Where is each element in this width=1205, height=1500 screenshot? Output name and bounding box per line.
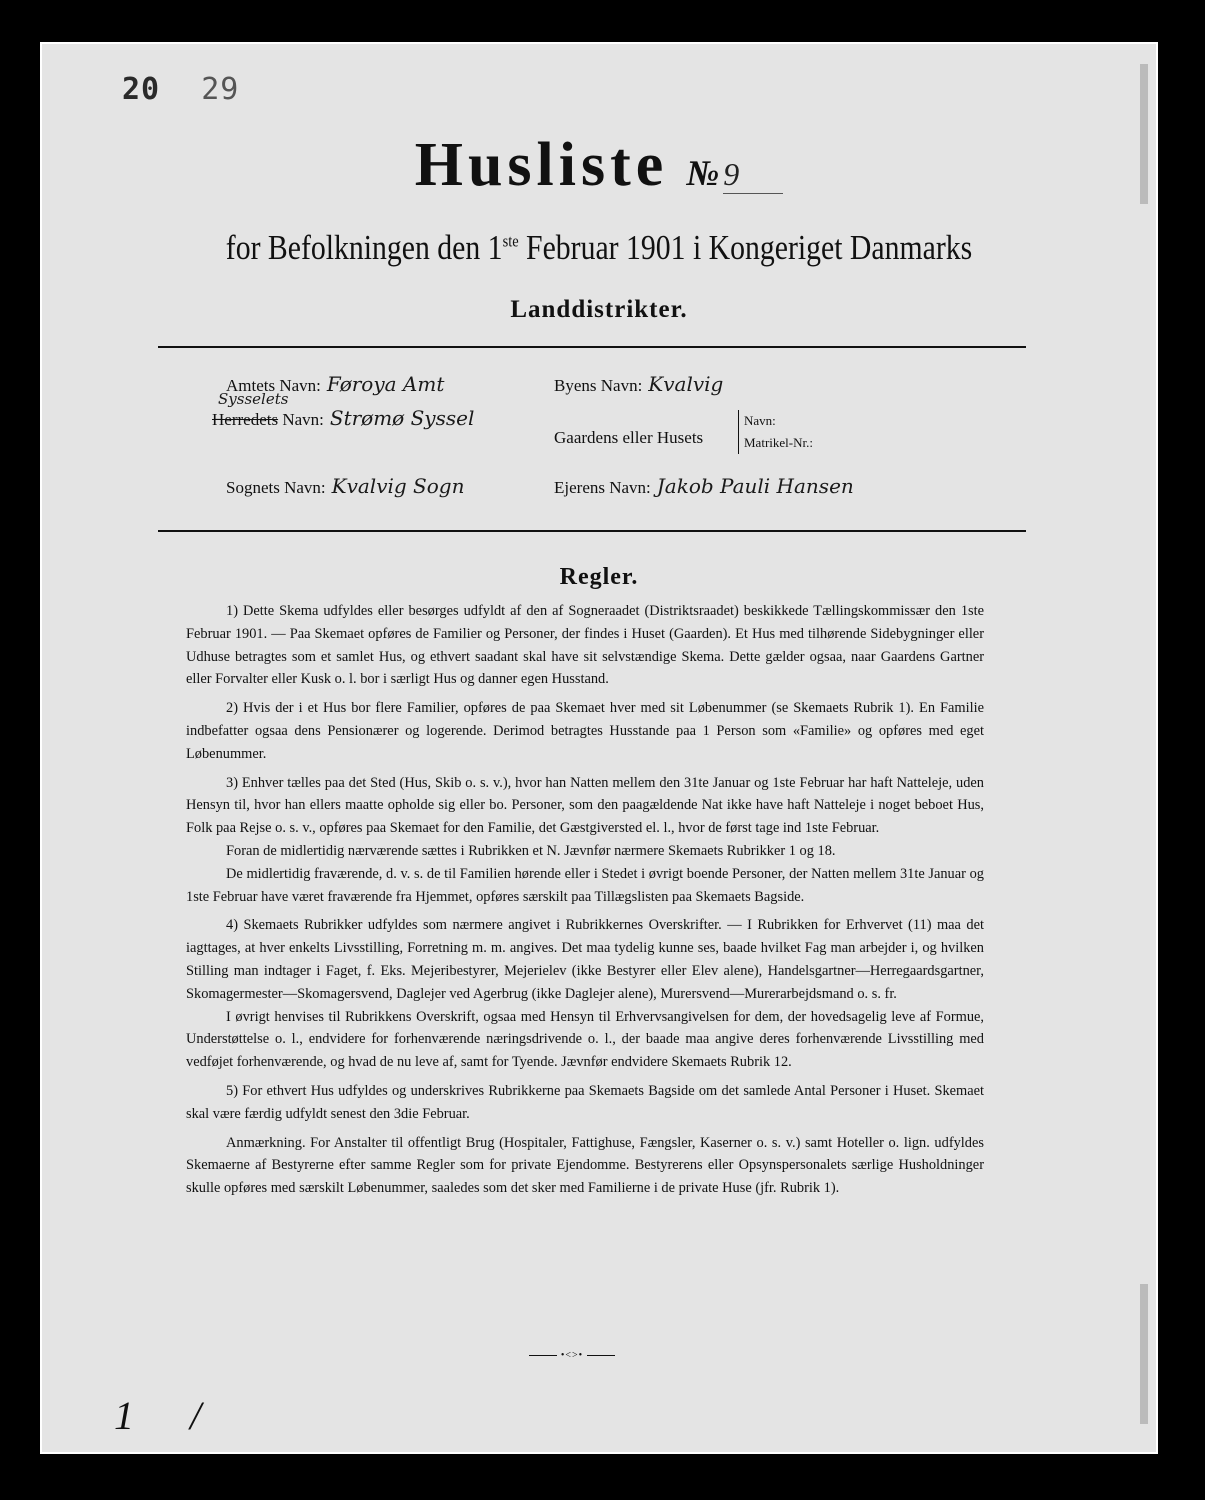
- field-ejer: [554, 474, 854, 498]
- form-title: [42, 130, 1156, 201]
- herred-value-handwritten: Strømø Syssel: [329, 406, 475, 430]
- rule-paragraph: I øvrigt henvises til Rubrikkens Overskrift, ogsaa med Hensyn til Erhvervsangivelsen for dem, der hovedsagelig leve af Formue, Understøttelse o. l., endvidere for forhenværende næringsdrivende o. l., der baade maa angive deres forhenværende Livsstilling med vedføjet forhenværende, og hvad de nu leve af, samt for Tyende. Jævnfør endvidere Skemaets Rubrik 12.: [186, 1008, 984, 1071]
- ejer-value-handwritten: Jakob Pauli Hansen: [656, 474, 854, 498]
- rule-paragraph: 3) Enhver tælles paa det Sted (Hus, Skib o. s. v.), hvor han Natten mellem den 31te Januar og 1ste Februar har haft Natteleje, uden Hensyn til, hvor han ellers maatte opholde sig eller bo. Personer, som den paagældende Nat ikke have haft Natteleje i noget beboet Hus, Folk paa Rejse o. s. v., opføres paa Skemaet for den Familie, det Gæstgiversted el. l., hvor de først tage ind 1ste Februar.: [186, 774, 984, 837]
- field-herred: [212, 390, 475, 430]
- rules-heading: Regler.: [559, 564, 639, 590]
- gaard-label: Gaardens eller Husets: [554, 428, 704, 447]
- amt-label: Amtets Navn:: [226, 376, 321, 395]
- gaard-brace: [738, 410, 813, 454]
- field-by: [554, 372, 723, 396]
- subtitle-sup: ste: [502, 231, 519, 251]
- sogn-label: Sognets Navn:: [226, 478, 326, 497]
- ornament-divider: •<>•: [512, 1350, 632, 1361]
- by-label: Byens Navn:: [554, 376, 643, 395]
- herred-label: Navn:: [282, 410, 324, 429]
- amt-value-handwritten: Føroya Amt: [326, 372, 445, 396]
- bottom-divider: [158, 530, 1026, 532]
- form-subtitle: [126, 228, 1073, 268]
- rules-body: [186, 600, 984, 1206]
- herred-struck-label: Herredets: [212, 410, 279, 429]
- gaard-navn-label: Navn:: [744, 413, 776, 428]
- page-edge-shadow-top: [1140, 64, 1148, 204]
- district-heading: Landdistrikter.: [510, 296, 688, 323]
- tally-marks: [114, 1392, 247, 1439]
- number-sign: №: [686, 153, 720, 193]
- corner-number-2: 29: [201, 72, 240, 107]
- corner-number-1: 20: [122, 72, 161, 107]
- tally-mark-1: 1: [114, 1393, 134, 1438]
- tally-mark-2: /: [190, 1393, 202, 1438]
- corner-numbers: [122, 72, 261, 107]
- rule-paragraph: 4) Skemaets Rubrikker udfyldes som nærmere angivet i Rubrikkernes Overskrifter. — I Rubrikken for Erhvervet (11) maa det iagttages, at hver enkelts Livsstilling, Forretning m. m. angives. Det maa tydelig kunne ses, baade hvilket Fag man arbejder i, og hvilken Stilling man indtager i Faget, f. Eks. Mejeribestyrer, Mejerielev (ikke Bestyrer eller Elev alene), Handelsgartner—Herregaardsgartner, Skomagermester—Skomagersvend, Daglejer ved Agerbrug (ikke Daglejer alene), Murersvend—Murerarbejdsmand o. s. fr.: [186, 917, 984, 1002]
- title-husliste: Husliste: [414, 131, 669, 199]
- rule-paragraph: 1) Dette Skema udfyldes eller besørges udfyldt af den af Sogneraadet (Distriktsraadet) beskikkede Tællingskommissær den 1ste Februar 1901. — Paa Skemaet opføres de Familier og Personer, der findes i Huset (Gaarden). Et Hus med tilhørende Sidebygninger eller Udhuse betragtes som et samlet Hus, og ethvert saadant skal have sit selvstændige Skema. Dette gælder ogsaa, naar Gaardens Gartner eller Forvalter eller Kusk o. l. bor i særligt Hus og danner egen Husstand.: [186, 603, 984, 688]
- field-gaard: [554, 428, 703, 448]
- house-number-handwritten: 9: [723, 156, 783, 194]
- top-divider: [158, 346, 1026, 348]
- subtitle-pre: for Befolkningen den 1: [225, 228, 503, 267]
- rule-paragraph: 2) Hvis der i et Hus bor flere Familier, opføres de paa Skemaet hver med sit Løbenummer (se Skemaets Rubrik 1). En Familie indbefatter ogsaa dens Pensionærer og logerende. Derimod betragtes Husstande paa 1 Person som «Familie» og opføres med eget Løbenummer.: [186, 700, 984, 762]
- sogn-value-handwritten: Kvalvig Sogn: [331, 474, 465, 498]
- herred-hand-correction: Sysselets: [218, 390, 289, 408]
- subtitle-post: Februar 1901 i Kongeriget Danmarks: [518, 228, 973, 267]
- rule-paragraph: De midlertidig fraværende, d. v. s. de til Familien hørende eller i Stedet i øvrigt boende Personer, der Natten mellem 31te Januar og 1ste Februar have været fraværende fra Hjemmet, opføres særskilt paa Tillægslisten paa Skemaets Bagside.: [186, 865, 984, 905]
- rule-paragraph: Foran de midlertidig nærværende sættes i Rubrikken et N. Jævnfør nærmere Skemaets Rubrikker 1 og 18.: [226, 842, 836, 859]
- field-sogn: [226, 474, 464, 498]
- page-edge-shadow-bottom: [1140, 1284, 1148, 1424]
- census-form-page: [40, 42, 1158, 1454]
- ejer-label: Ejerens Navn:: [554, 478, 651, 497]
- gaard-matr-label: Matrikel-Nr.:: [744, 435, 813, 450]
- by-value-handwritten: Kvalvig: [648, 372, 724, 396]
- rule-annotation: Anmærkning. For Anstalter til offentligt Brug (Hospitaler, Fattighuse, Fængsler, Kaserner o. s. v.) samt Hoteller o. lign. udfyldes Skemaerne af Bestyrerne efter samme Regler som for private Ejendomme. Bestyrerens eller Opsynspersonalets særlige Husholdninger skulle opføres med særskilt Løbenummer, saaledes som det sker med Familierne i de private Huse (jfr. Rubrik 1).: [186, 1134, 984, 1197]
- rule-paragraph: 5) For ethvert Hus udfyldes og underskrives Rubrikkerne paa Skemaets Bagside om det samlede Antal Personer i Huset. Skemaet skal være færdig udfyldt senest den 3die Februar.: [186, 1082, 984, 1122]
